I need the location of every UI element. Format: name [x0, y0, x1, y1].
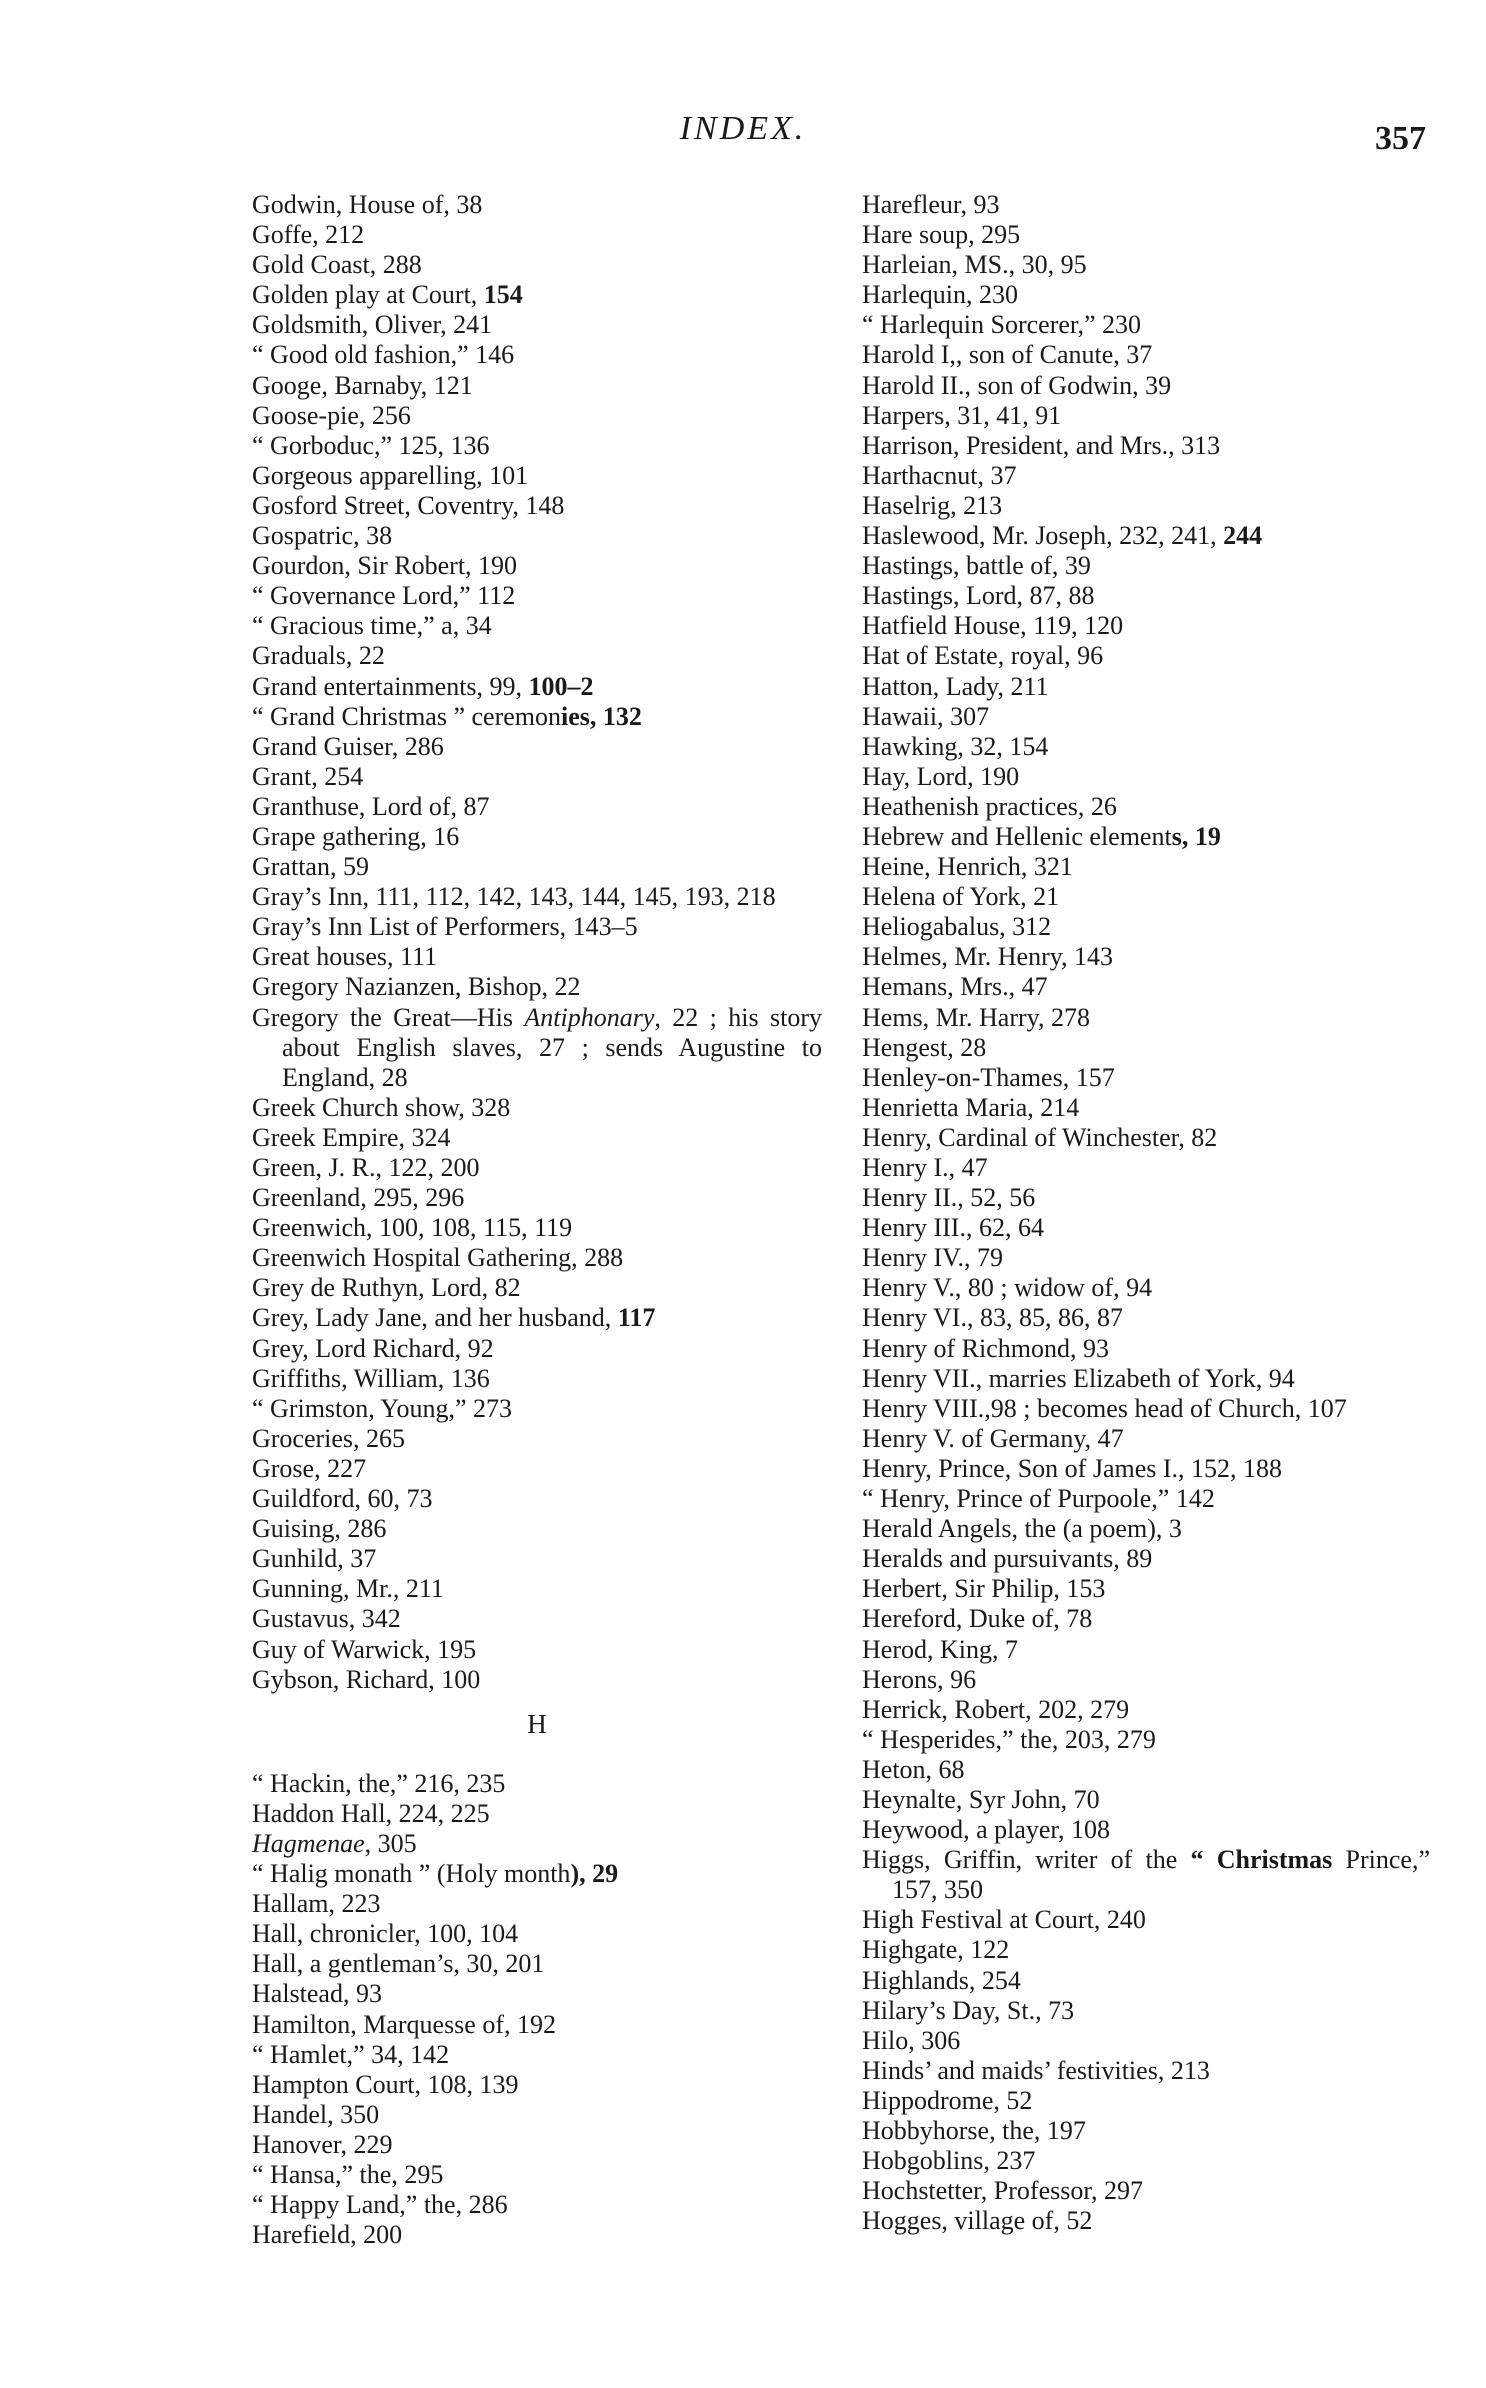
index-entry: [862, 461, 1430, 491]
index-entry: [252, 581, 822, 611]
index-entry-text: Hems, Mr. Harry, 278: [862, 1002, 1090, 1032]
index-entry-text: Harold I,, son of Canute, 37: [862, 340, 1153, 370]
index-entry-text: “ Henry, Prince of Purpoole,” 142: [862, 1484, 1215, 1514]
index-entry: [862, 1033, 1430, 1063]
index-entry: [862, 1544, 1430, 1574]
index-list-g: [252, 190, 822, 1695]
index-list-right: [862, 190, 1430, 2236]
index-entry: [252, 491, 822, 521]
index-entry-text: Granthuse, Lord of, 87: [252, 791, 490, 821]
index-entry: [252, 2100, 822, 2130]
index-entry-text: Highgate, 122: [862, 1935, 1010, 1965]
index-entry: [862, 2026, 1430, 2056]
index-entry-text: Hall, chronicler, 100, 104: [252, 1919, 519, 1949]
index-entry-text: Graduals, 22: [252, 641, 385, 671]
index-entry: [252, 852, 822, 882]
index-entry-text: Haddon Hall, 224, 225: [252, 1798, 490, 1828]
index-entry: [252, 1769, 822, 1799]
index-entry: [862, 762, 1430, 792]
index-entry: [862, 431, 1430, 461]
index-entry-text: Hochstetter, Professor, 297: [862, 2176, 1143, 2206]
index-entry-text: “ Hamlet,” 34, 142: [252, 2039, 450, 2069]
index-entry-text: Herrick, Robert, 202, 279: [862, 1694, 1130, 1724]
index-entry-text: Grant, 254: [252, 761, 364, 791]
index-entry: [252, 1003, 822, 1093]
index-entry-text: Hat of Estate, royal, 96: [862, 641, 1104, 671]
index-entry-text: 244: [1223, 521, 1263, 551]
index-entry: [862, 972, 1430, 1002]
index-entry: [862, 1394, 1430, 1424]
index-entry-text: Hilo, 306: [862, 2025, 961, 2055]
index-entry-text: Gosford Street, Coventry, 148: [252, 490, 565, 520]
index-entry: [252, 1183, 822, 1213]
index-entry-text: Henry V., 80 ; widow of, 94: [862, 1273, 1153, 1303]
index-entry: [252, 1454, 822, 1484]
index-entry: [862, 1153, 1430, 1183]
index-entry: [862, 1665, 1430, 1695]
index-entry: [862, 2056, 1430, 2086]
index-entry: [252, 611, 822, 641]
index-entry-text: “ Hackin, the,” 216, 235: [252, 1768, 506, 1798]
index-entry-text: Groceries, 265: [252, 1423, 406, 1453]
index-entry: [252, 551, 822, 581]
index-entry-text: Heralds and pursuivants, 89: [862, 1544, 1153, 1574]
index-entry-text: Hemans, Mrs., 47: [862, 972, 1048, 1002]
index-entry-text: Hallam, 223: [252, 1889, 381, 1919]
index-entry-text: “ Governance Lord,” 112: [252, 581, 516, 611]
index-entry: [862, 641, 1430, 671]
index-entry: [862, 2116, 1430, 2146]
index-entry: [252, 310, 822, 340]
index-entry-text: Gunhild, 37: [252, 1544, 377, 1574]
index-entry-text: Herod, King, 7: [862, 1634, 1018, 1664]
index-entry-text: s, 19: [1171, 821, 1221, 851]
index-entry-text: Greek Church show, 328: [252, 1092, 511, 1122]
index-entry-text: Hawking, 32, 154: [862, 731, 1049, 761]
index-entry: [252, 1544, 822, 1574]
index-entry-text: Haslewood, Mr. Joseph, 232, 241,: [862, 521, 1224, 551]
index-entry-text: Gold Coast, 288: [252, 250, 422, 280]
index-entry: [862, 401, 1430, 431]
index-entry-text: “ Gracious time,” a, 34: [252, 611, 492, 641]
index-entry: [252, 1153, 822, 1183]
index-entry-text: Gray’s Inn List of Performers, 143–5: [252, 912, 638, 942]
index-entry-text: Antiphonary: [524, 1002, 655, 1032]
index-entry-text: Heathenish practices, 26: [862, 791, 1117, 821]
index-entry: [252, 2190, 822, 2220]
index-entry-text: Harrison, President, and Mrs., 313: [862, 430, 1221, 460]
index-entry: [862, 1845, 1430, 1905]
index-entry-text: , 22 ; his story about English slaves, 27 ; sends Augustine to England, 28: [282, 1002, 822, 1092]
index-entry: [252, 672, 822, 702]
index-entry-text: Halstead, 93: [252, 1979, 382, 2009]
index-entry-text: Heton, 68: [862, 1754, 965, 1784]
index-entry: [862, 1303, 1430, 1333]
index-entry-text: Grattan, 59: [252, 852, 369, 882]
index-entry: [862, 220, 1430, 250]
index-entry: [862, 1604, 1430, 1634]
running-title: INDEX.: [679, 110, 807, 147]
index-entry: [862, 1996, 1430, 2026]
index-entry: [252, 1604, 822, 1634]
index-entry: [862, 1574, 1430, 1604]
index-entry-text: Greek Empire, 324: [252, 1122, 451, 1152]
index-entry-text: Handel, 350: [252, 2099, 380, 2129]
index-entry: [252, 882, 822, 912]
index-entry-text: Guildford, 60, 73: [252, 1484, 433, 1514]
index-entry: [862, 702, 1430, 732]
index-entry-text: Helena of York, 21: [862, 882, 1060, 912]
index-entry-text: Heine, Henrich, 321: [862, 852, 1073, 882]
index-entry-text: Grey, Lord Richard, 92: [252, 1333, 494, 1363]
index-entry-text: Harleian, MS., 30, 95: [862, 250, 1087, 280]
index-entry: [862, 1334, 1430, 1364]
index-entry: [862, 1424, 1430, 1454]
index-entry-text: Hanover, 229: [252, 2129, 393, 2159]
index-entry: [252, 371, 822, 401]
index-entry: [862, 1755, 1430, 1785]
index-column-right: [862, 190, 1430, 2236]
index-entry: [862, 190, 1430, 220]
index-entry: [252, 1859, 822, 1889]
index-entry: [252, 1273, 822, 1303]
index-entry: [862, 1454, 1430, 1484]
index-entry: [252, 702, 822, 732]
index-entry-text: Gray’s Inn, 111, 112, 142, 143, 144, 145, 193, 218: [252, 882, 776, 912]
index-entry: [862, 1785, 1430, 1815]
index-entry: [862, 1725, 1430, 1755]
index-entry-text: 117: [617, 1303, 656, 1333]
index-entry: [862, 340, 1430, 370]
index-entry-text: Greenwich Hospital Gathering, 288: [252, 1243, 624, 1273]
index-entry-text: Green, J. R., 122, 200: [252, 1153, 480, 1182]
index-entry-text: Grey de Ruthyn, Lord, 82: [252, 1273, 521, 1303]
index-entry: [252, 1665, 822, 1695]
index-entry: [252, 2040, 822, 2070]
index-entry-text: Godwin, House of, 38: [252, 190, 483, 219]
index-entry: [862, 1905, 1430, 1935]
index-entry-text: Guy of Warwick, 195: [252, 1634, 477, 1664]
index-entry-text: ies, 132: [561, 701, 642, 731]
page-number: 357: [1375, 120, 1426, 157]
index-entry-text: Henry VIII.,98 ; becomes head of Church, 107: [862, 1393, 1347, 1423]
index-entry: [862, 2086, 1430, 2116]
index-entry-text: Henry IV., 79: [862, 1243, 1004, 1273]
index-entry: [862, 551, 1430, 581]
index-entry-text: Heynalte, Syr John, 70: [862, 1784, 1100, 1814]
index-entry-text: “ Hansa,” the, 295: [252, 2160, 444, 2189]
index-entry: [252, 1919, 822, 1949]
index-entry: [252, 1364, 822, 1394]
index-entry-text: Griffiths, William, 136: [252, 1363, 490, 1393]
index-entry: [252, 972, 822, 1002]
index-entry: [252, 822, 822, 852]
index-entry-text: Hippodrome, 52: [862, 2085, 1033, 2115]
index-entry: [862, 1966, 1430, 1996]
index-entry: [862, 581, 1430, 611]
index-entry-text: Harpers, 31, 41, 91: [862, 400, 1062, 430]
index-entry: [252, 1213, 822, 1243]
index-entry-text: Heywood, a player, 108: [862, 1815, 1111, 1845]
index-entry: [252, 2070, 822, 2100]
index-entry-text: Gorgeous apparelling, 101: [252, 460, 529, 490]
index-entry-text: Greenwich, 100, 108, 115, 119: [252, 1213, 573, 1243]
index-entry-text: Hastings, Lord, 87, 88: [862, 581, 1095, 611]
index-entry-text: Gybson, Richard, 100: [252, 1664, 481, 1694]
index-entry-text: “ Grimston, Young,” 273: [252, 1393, 513, 1423]
index-entry-text: 154: [483, 280, 523, 310]
index-entry: [252, 792, 822, 822]
index-entry: [252, 1635, 822, 1665]
index-entry-text: Grose, 227: [252, 1453, 367, 1483]
index-entry-text: Grand entertainments, 99,: [252, 671, 529, 701]
index-entry-text: Henry, Cardinal of Winchester, 82: [862, 1122, 1218, 1152]
index-entry: [252, 250, 822, 280]
index-entry-text: Harefleur, 93: [862, 190, 1000, 219]
index-entry: [252, 641, 822, 671]
index-entry: [252, 2160, 822, 2190]
index-entry-text: Hinds’ and maids’ festivities, 213: [862, 2055, 1210, 2085]
index-entry-text: Hampton Court, 108, 139: [252, 2069, 519, 2099]
index-entry: [252, 2220, 822, 2250]
index-entry: [862, 1935, 1430, 1965]
index-entry-text: Grand Guiser, 286: [252, 731, 444, 761]
index-entry: [252, 1093, 822, 1123]
index-entry: [862, 280, 1430, 310]
index-entry: [252, 912, 822, 942]
index-entry-text: Henrietta Maria, 214: [862, 1092, 1080, 1122]
index-entry: [252, 1574, 822, 1604]
index-entry-text: Hilary’s Day, St., 73: [862, 1995, 1075, 2025]
index-entry-text: Henley-on-Thames, 157: [862, 1062, 1115, 1092]
index-entry-text: Guising, 286: [252, 1514, 387, 1544]
index-entry-text: Henry III., 62, 64: [862, 1213, 1044, 1243]
index-entry-text: “ Happy Land,” the, 286: [252, 2190, 508, 2220]
index-entry: [862, 310, 1430, 340]
index-entry: [252, 2010, 822, 2040]
index-entry-text: Gustavus, 342: [252, 1604, 401, 1634]
index-entry-text: Henry V. of Germany, 47: [862, 1423, 1124, 1453]
index-entry-text: Harold II., son of Godwin, 39: [862, 370, 1172, 400]
index-entry: [862, 250, 1430, 280]
index-entry: [252, 190, 822, 220]
index-entry: [862, 1484, 1430, 1514]
index-entry: [862, 1635, 1430, 1665]
index-list-h: [252, 1769, 822, 2251]
index-entry: [862, 2176, 1430, 2206]
index-entry-text: ), 29: [570, 1859, 619, 1889]
index-entry: [252, 1799, 822, 1829]
index-entry-text: Herald Angels, the (a poem), 3: [862, 1514, 1182, 1544]
index-entry-text: Higgs, Griffin, writer of the: [862, 1845, 1191, 1875]
index-entry-text: “ Harlequin Sorcerer,” 230: [862, 310, 1142, 340]
index-entry-text: Henry VI., 83, 85, 86, 87: [862, 1303, 1123, 1333]
index-entry-text: Hare soup, 295: [862, 220, 1021, 250]
index-entry: [862, 611, 1430, 641]
index-entry-text: Gregory the Great—His: [252, 1002, 525, 1032]
index-entry-text: Grape gathering, 16: [252, 821, 460, 851]
index-entry-text: Hobgoblins, 237: [862, 2146, 1036, 2176]
index-entry-text: Hay, Lord, 190: [862, 761, 1020, 791]
index-column-left: [252, 190, 822, 2250]
index-entry: [862, 1364, 1430, 1394]
index-entry: [252, 1949, 822, 1979]
index-entry-text: Harefield, 200: [252, 2220, 403, 2250]
index-entry-text: “ Good old fashion,” 146: [252, 340, 515, 370]
index-entry-text: Hogges, village of, 52: [862, 2206, 1093, 2236]
index-entry: [862, 732, 1430, 762]
index-entry-text: Hawaii, 307: [862, 701, 990, 731]
index-entry-text: Heliogabalus, 312: [862, 912, 1052, 942]
index-entry-text: Helmes, Mr. Henry, 143: [862, 942, 1114, 972]
index-entry-text: Hamilton, Marquesse of, 192: [252, 2009, 557, 2039]
index-entry-text: Henry II., 52, 56: [862, 1183, 1036, 1213]
index-entry-text: Highlands, 254: [862, 1965, 1021, 1995]
index-entry-text: Henry I., 47: [862, 1153, 988, 1182]
index-entry-text: High Festival at Court, 240: [862, 1905, 1146, 1935]
index-entry: [252, 2130, 822, 2160]
index-entry-text: Hereford, Duke of, 78: [862, 1604, 1093, 1634]
index-entry: [862, 371, 1430, 401]
index-entry-text: Hatton, Lady, 211: [862, 671, 1049, 701]
index-entry: [862, 672, 1430, 702]
index-entry-text: Hagmenae: [252, 1828, 365, 1858]
index-entry: [252, 1303, 822, 1333]
index-entry: [862, 1514, 1430, 1544]
index-entry-text: Gospatric, 38: [252, 521, 393, 551]
index-entry-text: “ Hesperides,” the, 203, 279: [862, 1724, 1156, 1754]
index-entry: [862, 1123, 1430, 1153]
index-entry: [252, 942, 822, 972]
index-entry-text: Greenland, 295, 296: [252, 1183, 465, 1213]
index-entry: [862, 521, 1430, 551]
index-entry: [862, 1213, 1430, 1243]
index-entry: [862, 942, 1430, 972]
index-entry-text: Hebrew and Hellenic element: [862, 821, 1172, 851]
index-entry: [252, 762, 822, 792]
index-entry-text: Great houses, 111: [252, 942, 438, 972]
index-entry-text: Goldsmith, Oliver, 241: [252, 310, 493, 340]
index-entry-text: Prince,” 157, 350: [892, 1845, 1430, 1905]
index-entry-text: Gunning, Mr., 211: [252, 1574, 444, 1604]
index-entry-text: Herbert, Sir Philip, 153: [862, 1574, 1106, 1604]
index-entry-text: Gourdon, Sir Robert, 190: [252, 551, 518, 581]
index-entry-text: Harthacnut, 37: [862, 460, 1017, 490]
index-entry-text: Gregory Nazianzen, Bishop, 22: [252, 972, 581, 1002]
index-entry-text: Henry VII., marries Elizabeth of York, 94: [862, 1363, 1295, 1393]
index-entry: [252, 340, 822, 370]
index-entry-text: Goose-pie, 256: [252, 400, 411, 430]
index-entry: [862, 1273, 1430, 1303]
letter-heading: H: [527, 1708, 547, 1739]
index-entry-text: “ Christmas: [1190, 1845, 1333, 1875]
index-entry: [252, 401, 822, 431]
index-entry-text: Harlequin, 230: [862, 280, 1018, 310]
index-entry: [252, 220, 822, 250]
index-entry: [252, 1123, 822, 1153]
index-entry: [862, 2146, 1430, 2176]
index-entry-text: , 305: [364, 1828, 417, 1858]
index-entry: [862, 1695, 1430, 1725]
index-entry: [862, 1093, 1430, 1123]
index-entry: [252, 1889, 822, 1919]
page-header: [0, 110, 1486, 160]
index-entry: [252, 1424, 822, 1454]
index-entry-text: “ Halig monath ” (Holy month: [252, 1859, 571, 1889]
index-entry: [252, 1243, 822, 1273]
index-entry: [252, 732, 822, 762]
index-entry-text: Hastings, battle of, 39: [862, 551, 1091, 581]
index-entry: [252, 461, 822, 491]
index-entry-text: Haselrig, 213: [862, 490, 1003, 520]
index-entry-text: Hengest, 28: [862, 1032, 987, 1062]
index-entry: [862, 1815, 1430, 1845]
index-entry: [862, 1183, 1430, 1213]
index-entry: [862, 792, 1430, 822]
index-entry-text: Googe, Barnaby, 121: [252, 370, 473, 400]
index-entry: [862, 2206, 1430, 2236]
index-entry: [252, 1829, 822, 1859]
index-entry: [252, 280, 822, 310]
index-entry: [252, 1484, 822, 1514]
index-entry-text: Hobbyhorse, the, 197: [862, 2116, 1086, 2145]
index-entry-text: “ Gorboduc,” 125, 136: [252, 430, 490, 460]
index-entry: [252, 1334, 822, 1364]
index-entry: [862, 1063, 1430, 1093]
index-entry: [862, 1243, 1430, 1273]
index-entry-text: Goffe, 212: [252, 220, 365, 250]
index-entry-text: Grey, Lady Jane, and her husband,: [252, 1303, 618, 1333]
index-entry: [862, 882, 1430, 912]
index-entry-text: Golden play at Court,: [252, 280, 484, 310]
index-entry: [862, 852, 1430, 882]
index-entry-text: Henry, Prince, Son of James I., 152, 188: [862, 1453, 1283, 1483]
index-entry-text: Hall, a gentleman’s, 30, 201: [252, 1949, 545, 1979]
index-entry-text: 100–2: [528, 671, 594, 701]
index-entry: [252, 1514, 822, 1544]
index-entry-text: “ Grand Christmas ” ceremon: [252, 701, 562, 731]
index-entry-text: Herons, 96: [862, 1664, 977, 1694]
index-entry-text: Henry of Richmond, 93: [862, 1333, 1109, 1363]
index-entry: [252, 1394, 822, 1424]
index-entry: [862, 912, 1430, 942]
index-entry-text: Hatfield House, 119, 120: [862, 611, 1124, 641]
index-entry: [252, 431, 822, 461]
index-entry: [252, 1979, 822, 2009]
index-entry: [252, 521, 822, 551]
index-entry: [862, 491, 1430, 521]
index-entry: [862, 1003, 1430, 1033]
index-entry: [862, 822, 1430, 852]
